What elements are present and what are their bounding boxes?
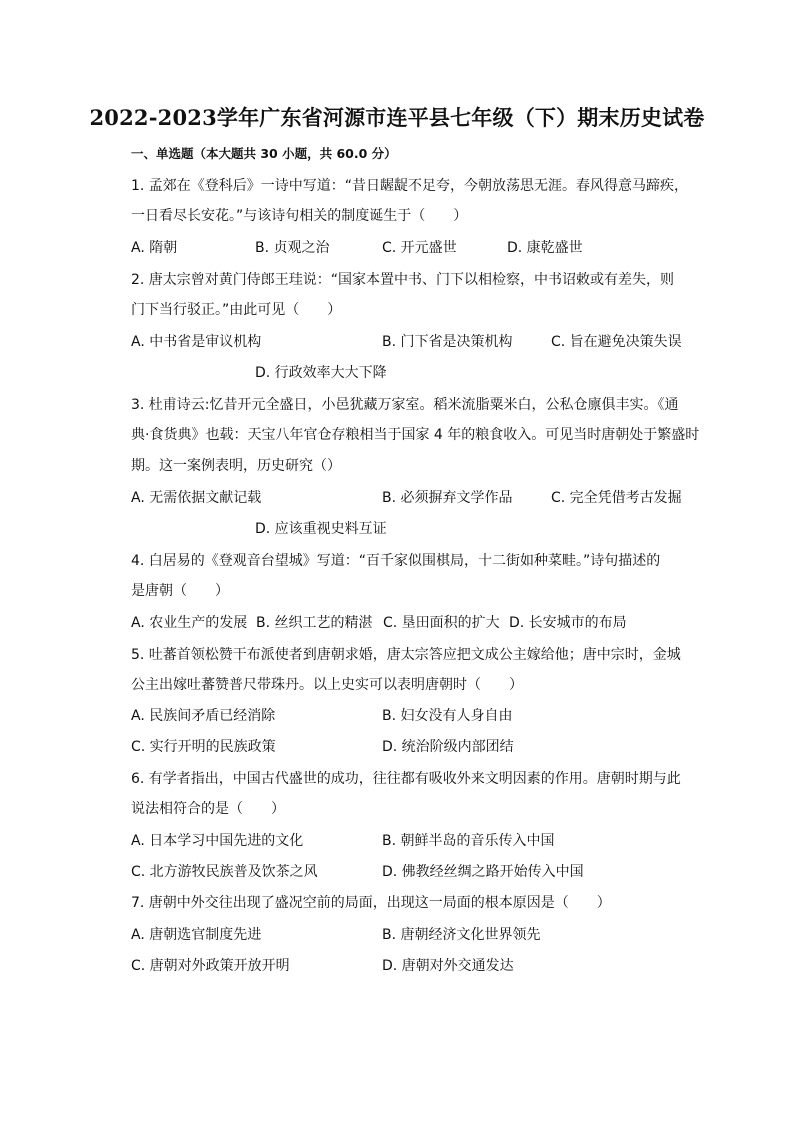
question-5-line-1: 5. 吐蕃首领松赞干布派使者到唐朝求婚，唐太宗答应把文成公主嫁给他；唐中宗时，金城 (131, 647, 681, 663)
question-5-option-b: B. 妇女没有人身自由 (382, 708, 513, 724)
question-4-option-c: C. 垦田面积的扩大 (383, 615, 500, 631)
question-4-line-2: 是唐朝（ ） (131, 583, 229, 599)
question-6-option-d: D. 佛教经丝绸之路开始传入中国 (382, 864, 584, 880)
question-2-option-c: C. 旨在避免决策失误 (551, 334, 682, 350)
question-2-option-a: A. 中书省是审议机构 (131, 334, 262, 350)
question-7-option-c: C. 唐朝对外政策开放开明 (131, 958, 290, 974)
question-5-option-d: D. 统治阶级内部团结 (382, 739, 514, 755)
question-2-line-1: 2. 唐太宗曾对黄门侍郎王珪说：“国家本置中书、门下以相检察，中书诏敕或有差失，则 (131, 272, 675, 288)
question-2-option-d: D. 行政效率大大下降 (255, 365, 387, 381)
question-7-option-a: A. 唐朝选官制度先进 (131, 927, 262, 943)
question-5-line-2: 公主出嫁吐蕃赞普尺带珠丹。以上史实可以表明唐朝时（ ） (131, 677, 523, 693)
question-1-line-1: 1. 孟郊在《登科后》一诗中写道：“昔日龌龊不足夸，今朝放荡思无涯。春风得意马蹄疾， (131, 178, 689, 194)
question-6-option-c: C. 北方游牧民族普及饮茶之风 (131, 864, 318, 880)
question-2-line-2: 门下当行驳正。”由此可见（ ） (131, 302, 342, 318)
question-6-line-1: 6. 有学者指出，中国古代盛世的成功，往往都有吸收外来文明因素的作用。唐朝时期与此 (131, 771, 681, 787)
section-heading: 一、单选题（本大题共 30 小题，共 60.0 分） (131, 146, 397, 161)
page-title: 2022-2023学年广东省河源市连平县七年级（下）期末历史试卷 (89, 105, 705, 130)
question-7-option-b: B. 唐朝经济文化世界领先 (382, 927, 541, 943)
question-6-option-a: A. 日本学习中国先进的文化 (131, 833, 304, 849)
question-6-line-2: 说法相符合的是（ ） (131, 801, 285, 817)
question-1-option-c: C. 开元盛世 (382, 240, 457, 256)
question-3-option-c: C. 完全凭借考古发掘 (551, 490, 682, 506)
question-1-option-b: B. 贞观之治 (255, 240, 330, 256)
question-3-option-d: D. 应该重视史料互证 (255, 521, 387, 537)
question-7-option-d: D. 唐朝对外交通发达 (382, 958, 514, 974)
question-1-option-d: D. 康乾盛世 (507, 240, 583, 256)
question-1-option-a: A. 隋朝 (131, 240, 178, 256)
question-4-line-1: 4. 白居易的《登观音台望城》写道：“百千家似围棋局，十二街如种菜畦。”诗句描述的 (131, 553, 661, 569)
question-4-option-b: B. 丝织工艺的精湛 (256, 615, 373, 631)
question-4-option-d: D. 长安城市的布局 (509, 615, 627, 631)
question-5-option-c: C. 实行开明的民族政策 (131, 739, 276, 755)
question-3-line-1: 3. 杜甫诗云:忆昔开元全盛日，小邑犹藏万家室。稻米流脂粟米白，公私仓廪俱丰实。《通 (131, 397, 679, 413)
question-3-line-2: 典·食货典》也载：天宝八年官仓存粮相当于国家 4 年的粮食收入。可见当时唐朝处于繁盛时 (131, 427, 700, 443)
question-7-line-1: 7. 唐朝中外交往出现了盛况空前的局面，出现这一局面的根本原因是（ ） (131, 895, 611, 911)
question-3-line-3: 期。这一案例表明，历史研究（） (131, 458, 341, 474)
question-3-option-a: A. 无需依据文献记载 (131, 490, 262, 506)
question-6-option-b: B. 朝鲜半岛的音乐传入中国 (382, 833, 555, 849)
question-2-option-b: B. 门下省是决策机构 (382, 334, 513, 350)
question-3-option-b: B. 必须摒弃文学作品 (382, 490, 513, 506)
question-5-option-a: A. 民族间矛盾已经消除 (131, 708, 276, 724)
question-4-option-a: A. 农业生产的发展 (131, 615, 248, 631)
question-1-line-2: 一日看尽长安花。”与该诗句相关的制度诞生于（ ） (131, 208, 468, 224)
